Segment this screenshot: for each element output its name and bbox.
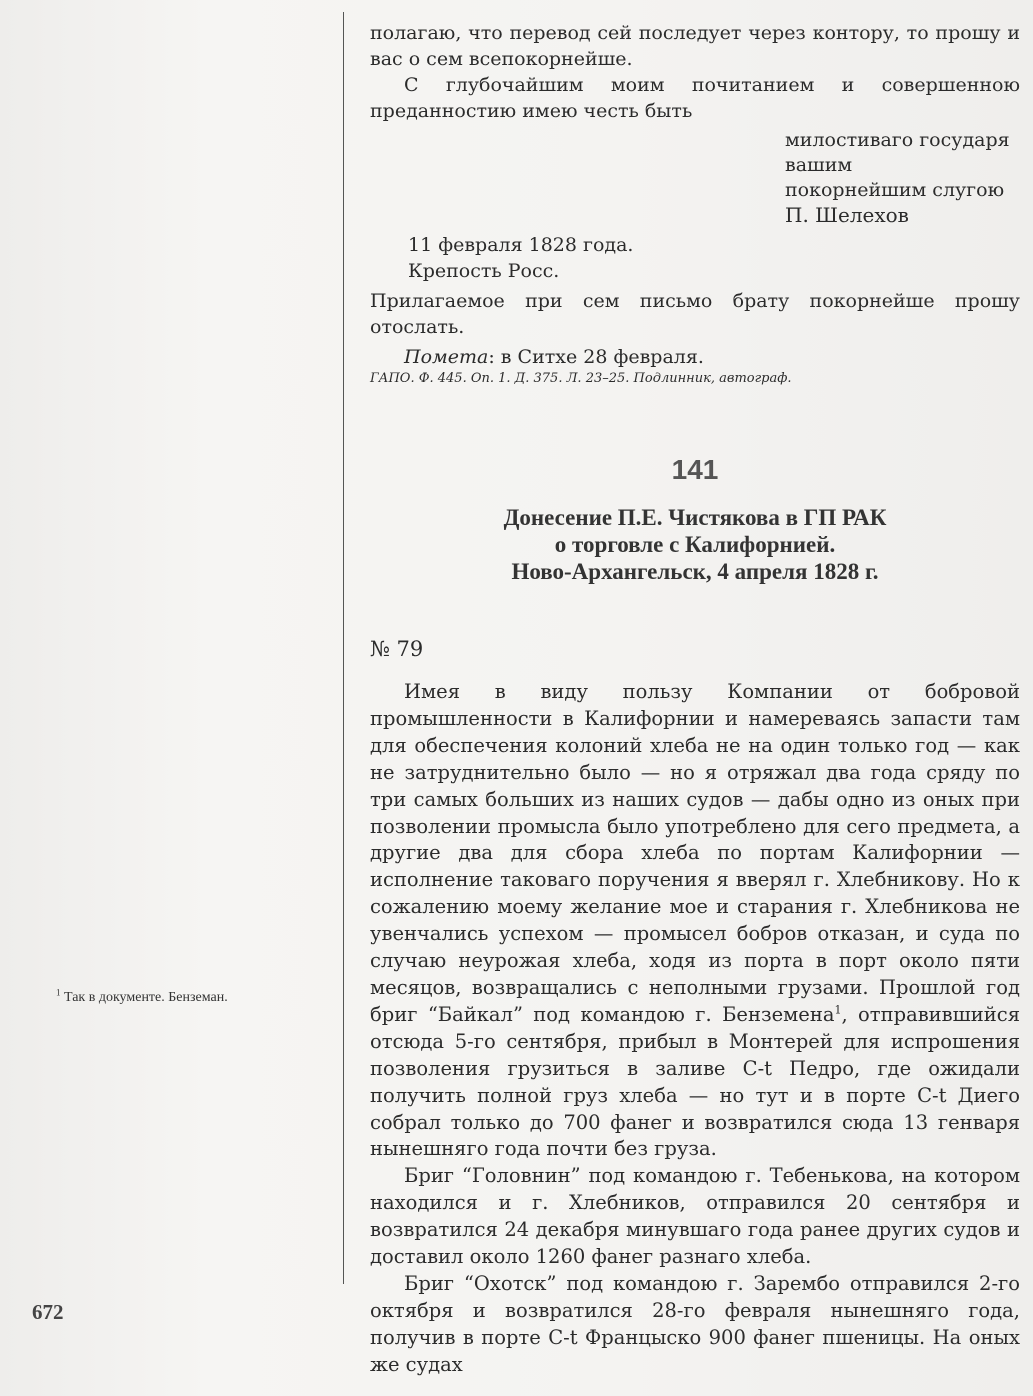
footnote-mark: 1 [834, 1003, 842, 1017]
main-column [370, 20, 1020, 1379]
letter-paragraph: полагаю, что перевод сей последует через контору, то прошу и вас о сем всепокорнейше. [370, 22, 1020, 70]
body-text: Имея в виду пользу Компании от бобровой промышленности в Калифорнии и намереваясь запасти там для обеспечения колоний хлеба не на один только год — как не затруднительно было — но я отряжал два года сряду по три самых больших из наших судов — дабы одно из оных при позволении промысла было употреблено для сего предмета, а другие два для сбора хлеба по портам Калифорнии — исполнение таковаго поручения я вверял г. Хлебникову. Но к сожалению моему желание мое и старания г. Хлебникова не увенчались успехом — промысел бобров отказан, и суда по случаю неурожая хлеба, ходя из порта в порт около пяти месяцов, возвращались с неполными грузами. Прошлой год бриг “Байкал” под командою г. Бенземена [370, 680, 1020, 1026]
letter-date-place [408, 232, 1020, 284]
letter-date: 11 февраля 1828 года. [408, 234, 634, 256]
page-number: 672 [32, 1300, 64, 1324]
footnote-number: 1 [56, 987, 61, 998]
title-line: о торговле с Калифорнией. [554, 532, 836, 557]
letter-place: Крепость Росс. [408, 260, 560, 282]
letter-pometa [370, 344, 1020, 370]
closing-line: покорнейшим слугою [785, 179, 1005, 201]
title-line: Донесение П.Е. Чистякова в ГП РАК [503, 505, 887, 530]
body-text: , отправившийся отсюда 5-го сентября, прибыл в Монтерей для испрошения позволения грузиться в заливе С-t Педро, где ожидали получить полной груз хлеба — но тут и в порте С-t Диего собрал только до 700 фанег и возвратился сюда 13 генваря нынешняго года почти без груза. [370, 1002, 1020, 1161]
archive-reference: ГАПО. Ф. 445. Оп. 1. Д. 375. Л. 23–25. Подлинник, автограф. [370, 371, 792, 386]
document-title [370, 504, 1020, 585]
footnote-text: Так в документе. Бенземан. [60, 990, 228, 1005]
closing-line: вашим [785, 154, 853, 176]
body-paragraph [370, 679, 1020, 1163]
document-number: 141 [671, 454, 719, 485]
body-paragraph: Бриг “Охотск” под командою г. Зарембо отправился 2-го октября и возвратился 28-го февраля нынешняго года, получив в порте С-t Францыско 900 фанег пшеницы. На оных же судах [370, 1271, 1020, 1376]
document-body [370, 679, 1020, 1379]
pometa-text: : в Ситхе 28 февраля. [488, 346, 704, 368]
signature: П. Шелехов [785, 203, 909, 227]
body-paragraph: Бриг “Головнин” под командою г. Тебенькова, на котором находился и г. Хлебников, отправился 20 сентября и возвратился 24 декабря минувшаго года ранее других судов и доставил около 1260 фанег разнаго хлеба. [370, 1164, 1020, 1269]
footnote [56, 987, 228, 1006]
letter-closing [785, 128, 1020, 228]
closing-line: милостиваго государя [785, 129, 1010, 151]
column-rule [343, 12, 344, 1284]
document-ref-number: № 79 [370, 637, 424, 661]
letter-paragraph: С глубочайшим моим почитанием и совершенною преданностию имею честь быть [370, 74, 1020, 122]
letter-postscript: Прилагаемое при сем письмо брату покорнейше прошу отослать. [370, 290, 1020, 338]
pometa-label: Помета [404, 346, 489, 368]
title-line: Ново-Архангельск, 4 апреля 1828 г. [511, 559, 879, 584]
